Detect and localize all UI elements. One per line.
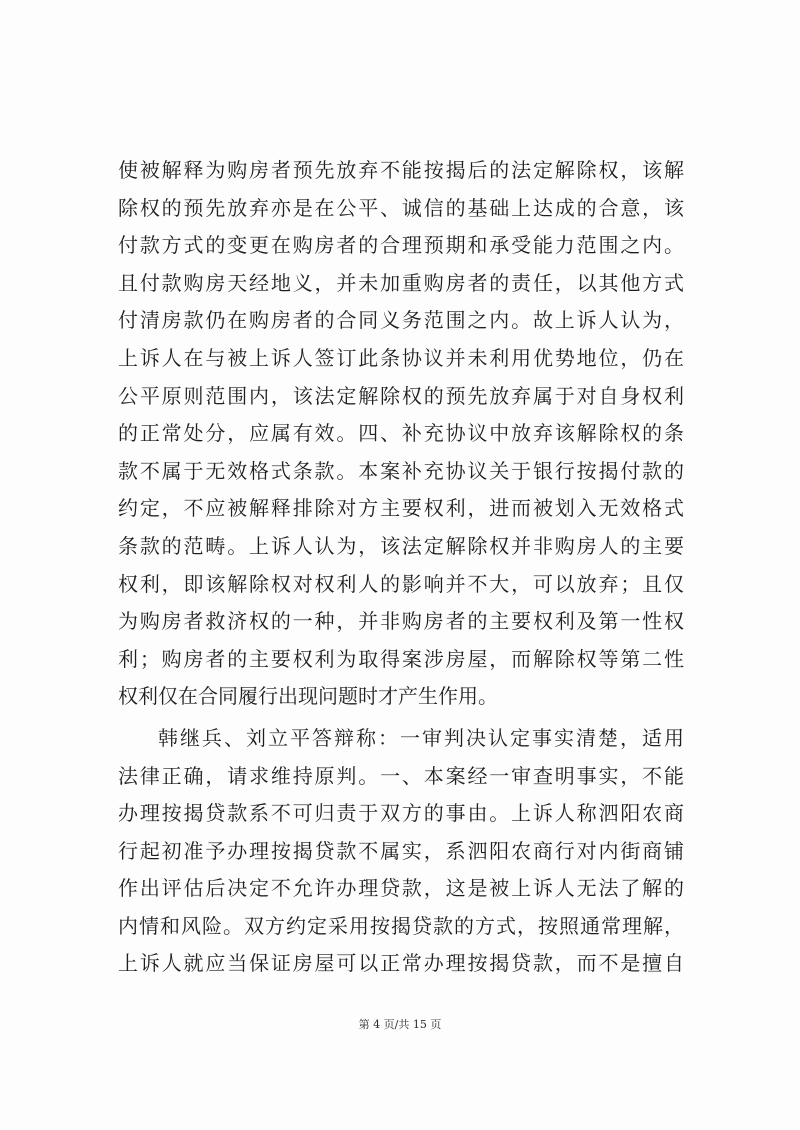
paragraph-appellee-reply	[118, 720, 684, 983]
text-line: 的正常处分，应属有效。四、补充协议中放弃该解除权的条	[118, 421, 684, 446]
text-line: 为购房者救济权的一种，并非购房者的主要权利及第一性权	[118, 609, 684, 634]
text-line: 且付款购房天经地义，并未加重购房者的责任，以其他方式	[118, 270, 684, 295]
text-line: 上诉人就应当保证房屋可以正常办理按揭贷款，而不是擅自	[118, 951, 684, 976]
judgment-body-text	[118, 152, 684, 983]
text-line: 权利，即该解除权对权利人的影响并不大，可以放弃；且仅	[118, 571, 684, 596]
text-line: 使被解释为购房者预先放弃不能按揭后的法定解除权，该解	[118, 158, 684, 182]
page-number-footer: 第 4 页/共 15 页	[358, 1018, 442, 1031]
text-line: 法律正确，请求维持原判。一、本案经一审查明事实，不能	[118, 763, 684, 788]
text-line: 权利仅在合同履行出现问题时才产生作用。	[118, 684, 498, 709]
text-line: 条款的范畴。上诉人认为，该法定解除权并非购房人的主要	[118, 533, 684, 558]
text-line: 办理按揭贷款系不可归责于双方的事由。上诉人称泗阳农商	[118, 801, 684, 826]
text-line: 除权的预先放弃亦是在公平、诚信的基础上达成的合意，该	[118, 195, 684, 220]
text-line: 内情和风险。双方约定采用按揭贷款的方式，按照通常理解，	[118, 913, 684, 938]
text-line: 韩继兵、刘立平答辩称：一审判决认定事实清楚，适用	[158, 725, 684, 750]
text-line: 公平原则范围内，该法定解除权的预先放弃属于对自身权利	[118, 383, 684, 408]
text-line: 行起初准予办理按揭贷款不属实，系泗阳农商行对内街商铺	[118, 838, 684, 863]
text-line: 付款方式的变更在购房者的合理预期和承受能力范围之内。	[118, 233, 684, 258]
text-line: 利；购房者的主要权利为取得案涉房屋，而解除权等第二性	[118, 646, 684, 671]
text-line: 款不属于无效格式条款。本案补充协议关于银行按揭付款的	[118, 458, 684, 483]
text-line: 作出评估后决定不允许办理贷款，这是被上诉人无法了解的	[118, 876, 684, 901]
text-line: 上诉人在与被上诉人签订此条协议并未利用优势地位，仍在	[118, 345, 684, 370]
paragraph-appellant-argument	[118, 152, 684, 716]
text-line: 约定，不应被解释排除对方主要权利，进而被划入无效格式	[118, 496, 684, 521]
text-line: 付清房款仍在购房者的合同义务范围之内。故上诉人认为，	[118, 308, 684, 333]
